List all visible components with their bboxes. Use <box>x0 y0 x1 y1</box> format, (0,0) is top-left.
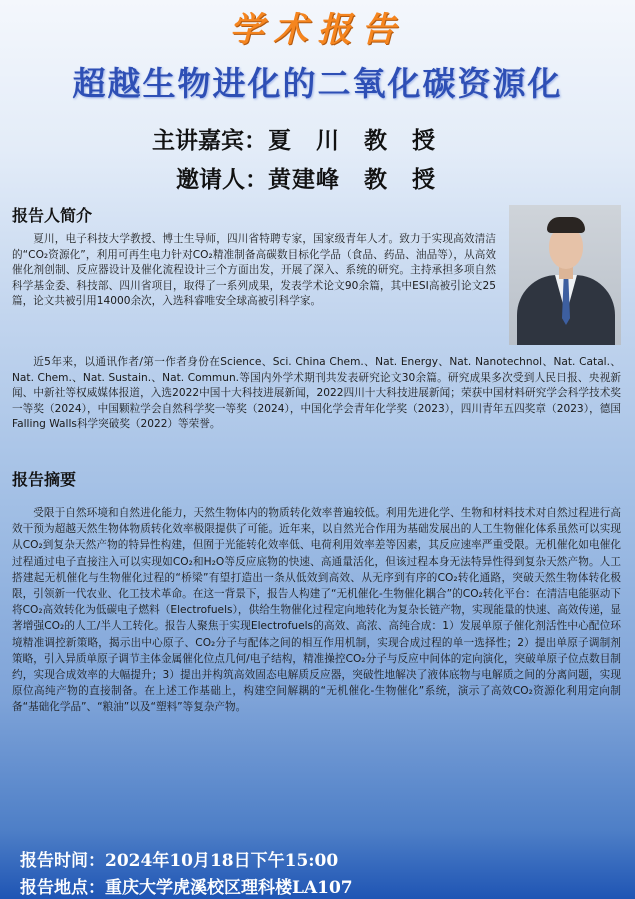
speaker-photo <box>509 205 621 345</box>
place-label: 报告地点： <box>20 878 105 898</box>
bio-paragraph-1: 夏川，电子科技大学教授、博士生导师，四川省特聘专家，国家级青年人才。致力于实现高效清洁的“CO₂资源化”，利用可再生电力针对CO₂精准制备高碳数目标化学品（食品、药品、油品等），从高效催化剂创制、反应器设计及催化流程设计三个方面出发，开展了深入、系统的研究。主持承担多项自然科学基金委、科技部、四川省项目，取得了一系列成果，发表学术论文90余篇，其中ESI高被引论文25篇，论文共被引用14000余次，入选科睿唯安全球高被引科学家。 <box>12 233 496 308</box>
place-value: 重庆大学虎溪校区理科楼LA107 <box>105 878 353 898</box>
host-label: 邀请人： <box>176 166 268 193</box>
time-value: 2024年10月18日下午15:00 <box>105 851 339 871</box>
abstract-heading: 报告摘要 <box>12 470 77 489</box>
poster-title: 学术报告 <box>229 10 406 50</box>
bio-paragraph-2: 近5年来，以通讯作者/第一作者身份在Science、Sci. China Chem.、Nat. Energy、Nat. Nanotechnol、Nat. Catal.、Nat. Chem.、Nat. Sustain.、Nat. Commun.等国内外学术期刊共发表研究论文30余篇。研究成果多次受到人民日报、央视新闻、中新社等权威媒体报道，入选2022中国十大科技进展新闻，2022四川十大科技进展新闻；荣获中国材料研究学会科学技术奖一等奖（2024），中国颗粒学会自然科学奖一等奖（2024），中国化学会青年化学奖（2023），四川青年五四奖章（2023），德国Falling Walls科学突破奖（2022）等荣誉。 <box>12 356 621 431</box>
host-name: 黄建峰 教 授 <box>268 166 436 193</box>
place-line <box>20 873 353 898</box>
bio-heading: 报告人简介 <box>12 206 93 225</box>
abstract-paragraph: 受限于自然环境和自然进化能力，天然生物体内的物质转化效率普遍较低。利用先进化学、生物和材料技术对自然过程进行高效干预为超越天然生物体物质转化效率极限提供了可能。近年来，以自然光合作用为基础发展出的人工生物催化体系虽然可以实现从CO₂到复杂天然产物的特异性构建，但囿于光能转化效率低、电荷利用效率差等因素，其反应速率严重受限。无机催化如电催化过程通过电子直接注入可以实现如CO₂和H₂O等反应底物的快速、高通量活化，但该过程本身无法特异性得到复杂天然产物。人工搭建起无机催化与生物催化过程的“桥梁”有望打造出一条从低效到高效、从无序到有序的CO₂转化通路，突破天然生物体转化极限，引领新一代农业、化工技术革命。在这一背景下，报告人构建了“无机催化-生物催化耦合”的CO₂转化平台：在清洁电能驱动下将CO₂高效转化为低碳电子燃料（Electrofuels），供给生物催化过程定向地转化为复杂长链产物，实现能量的快速、高效传递，显著增强CO₂的人工/半人工转化。报告人聚焦于实现Electrofuels的高效、高浓、高纯合成：1）发展单原子催化剂活性中心配位环境精准调控新策略，揭示出中心原子、CO₂分子与配体之间的相互作用机制，实现合成过程的单一选择性；2）提出单原子调制剂策略，引入异质单原子调节主体金属催化位点几何/电子结构，精准操控CO₂分子与反应中间体的定向演化，突破单原子位点数目制约，实现合成效率的大幅提升；3）提出并构筑高效固态电解质反应器，突破性地解决了液体底物与电解质之间的分离问题，实现原位高纯产物的直接制备。在上述工作基础上，构建空间解耦的“无机催化-生物催化”系统，演示了高效CO₂资源化利用定向制备“基础化学品”、“粮油”以及“塑料”等复杂产物。 <box>12 507 621 714</box>
time-label: 报告时间： <box>20 851 105 871</box>
speaker-name: 夏 川 教 授 <box>268 127 436 154</box>
speaker-label: 主讲嘉宾： <box>152 127 267 154</box>
talk-title: 超越生物进化的二氧化碳资源化 <box>72 64 563 103</box>
time-line <box>20 846 338 871</box>
